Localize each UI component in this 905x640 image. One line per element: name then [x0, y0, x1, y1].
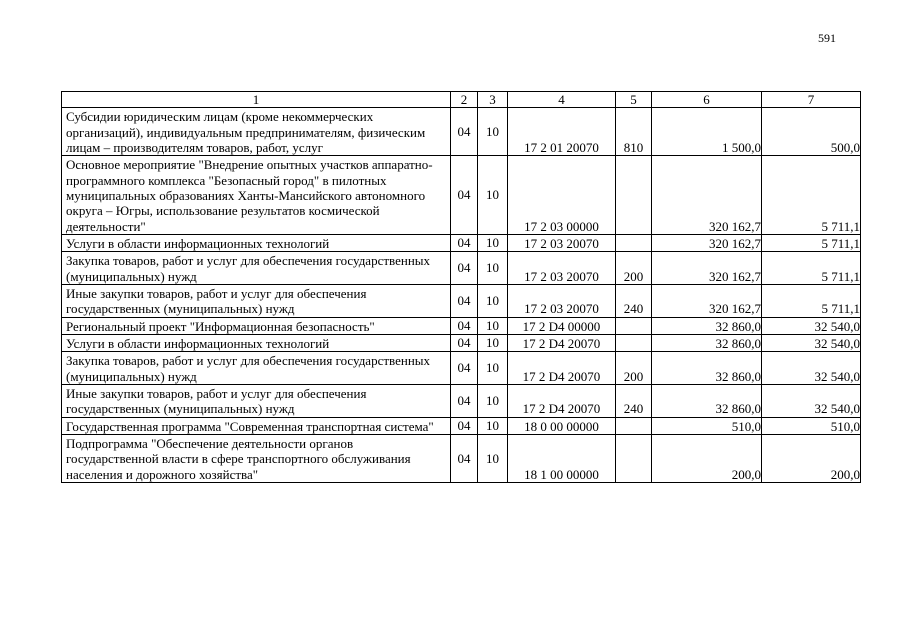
target-article-cell: 17 2 03 20070 — [508, 252, 616, 285]
section-cell: 04 — [451, 108, 478, 156]
header-row — [62, 92, 861, 108]
section-cell: 04 — [451, 352, 478, 385]
target-article-cell: 17 2 03 20070 — [508, 284, 616, 317]
table-row — [62, 317, 861, 334]
amount-year2-cell: 5 711,1 — [762, 234, 861, 251]
table-row — [62, 384, 861, 417]
section-cell: 04 — [451, 317, 478, 334]
target-article-cell: 17 2 D4 20070 — [508, 334, 616, 351]
subsection-cell: 10 — [478, 284, 508, 317]
expense-type-cell: 200 — [616, 252, 652, 285]
table-row — [62, 284, 861, 317]
column-header-7: 7 — [762, 92, 861, 108]
amount-year2-cell: 32 540,0 — [762, 352, 861, 385]
amount-year2-cell: 5 711,1 — [762, 156, 861, 235]
expense-type-cell — [616, 334, 652, 351]
table-row — [62, 108, 861, 156]
target-article-cell: 17 2 03 20070 — [508, 234, 616, 251]
column-header-2: 2 — [451, 92, 478, 108]
row-name-cell: Основное мероприятие "Внедрение опытных участков аппаратно-программного комплекса "Безопасный город" в пилотных муниципальных образованиях Ханты-Мансийского автономного округа – Югры, использование результатов космической деятельности" — [62, 156, 451, 235]
section-cell: 04 — [451, 284, 478, 317]
amount-year1-cell: 320 162,7 — [652, 284, 762, 317]
section-cell: 04 — [451, 234, 478, 251]
row-name-cell: Иные закупки товаров, работ и услуг для обеспечения государственных (муниципальных) нужд — [62, 284, 451, 317]
target-article-cell: 18 0 00 00000 — [508, 417, 616, 434]
amount-year1-cell: 320 162,7 — [652, 156, 762, 235]
row-name-cell: Подпрограмма "Обеспечение деятельности органов государственной власти в сфере транспортного обслуживания населения и дорожного хозяйства" — [62, 434, 451, 482]
column-header-5: 5 — [616, 92, 652, 108]
column-header-4: 4 — [508, 92, 616, 108]
section-cell: 04 — [451, 434, 478, 482]
row-name-cell: Закупка товаров, работ и услуг для обеспечения государственных (муниципальных) нужд — [62, 252, 451, 285]
subsection-cell: 10 — [478, 434, 508, 482]
amount-year1-cell: 320 162,7 — [652, 252, 762, 285]
table-row — [62, 156, 861, 235]
target-article-cell: 17 2 D4 20070 — [508, 352, 616, 385]
amount-year1-cell: 1 500,0 — [652, 108, 762, 156]
subsection-cell: 10 — [478, 417, 508, 434]
amount-year1-cell: 320 162,7 — [652, 234, 762, 251]
page-number: 591 — [818, 31, 836, 45]
amount-year2-cell: 32 540,0 — [762, 384, 861, 417]
column-header-6: 6 — [652, 92, 762, 108]
subsection-cell: 10 — [478, 317, 508, 334]
expense-type-cell: 240 — [616, 284, 652, 317]
subsection-cell: 10 — [478, 252, 508, 285]
row-name-cell: Государственная программа "Современная транспортная система" — [62, 417, 451, 434]
section-cell: 04 — [451, 156, 478, 235]
amount-year2-cell: 510,0 — [762, 417, 861, 434]
column-header-1: 1 — [62, 92, 451, 108]
amount-year1-cell: 32 860,0 — [652, 384, 762, 417]
amount-year2-cell: 5 711,1 — [762, 252, 861, 285]
amount-year1-cell: 32 860,0 — [652, 317, 762, 334]
expense-type-cell — [616, 317, 652, 334]
row-name-cell: Закупка товаров, работ и услуг для обеспечения государственных (муниципальных) нужд — [62, 352, 451, 385]
expense-type-cell — [616, 234, 652, 251]
table-row — [62, 417, 861, 434]
table-row — [62, 334, 861, 351]
budget-table — [61, 91, 861, 483]
amount-year2-cell: 32 540,0 — [762, 317, 861, 334]
target-article-cell: 17 2 01 20070 — [508, 108, 616, 156]
expense-type-cell — [616, 434, 652, 482]
row-name-cell: Региональный проект "Информационная безопасность" — [62, 317, 451, 334]
column-header-3: 3 — [478, 92, 508, 108]
amount-year1-cell: 200,0 — [652, 434, 762, 482]
table-row — [62, 234, 861, 251]
amount-year1-cell: 32 860,0 — [652, 352, 762, 385]
subsection-cell: 10 — [478, 352, 508, 385]
row-name-cell: Иные закупки товаров, работ и услуг для обеспечения государственных (муниципальных) нужд — [62, 384, 451, 417]
section-cell: 04 — [451, 334, 478, 351]
amount-year1-cell: 32 860,0 — [652, 334, 762, 351]
table-row — [62, 352, 861, 385]
target-article-cell: 17 2 03 00000 — [508, 156, 616, 235]
amount-year2-cell: 32 540,0 — [762, 334, 861, 351]
subsection-cell: 10 — [478, 108, 508, 156]
table-body — [62, 108, 861, 483]
subsection-cell: 10 — [478, 156, 508, 235]
expense-type-cell: 200 — [616, 352, 652, 385]
table-row — [62, 434, 861, 482]
target-article-cell: 18 1 00 00000 — [508, 434, 616, 482]
row-name-cell: Услуги в области информационных технологий — [62, 234, 451, 251]
expense-type-cell — [616, 156, 652, 235]
amount-year1-cell: 510,0 — [652, 417, 762, 434]
expense-type-cell: 810 — [616, 108, 652, 156]
expense-type-cell — [616, 417, 652, 434]
section-cell: 04 — [451, 384, 478, 417]
table-row — [62, 252, 861, 285]
subsection-cell: 10 — [478, 384, 508, 417]
subsection-cell: 10 — [478, 234, 508, 251]
target-article-cell: 17 2 D4 00000 — [508, 317, 616, 334]
target-article-cell: 17 2 D4 20070 — [508, 384, 616, 417]
row-name-cell: Субсидии юридическим лицам (кроме некоммерческих организаций), индивидуальным предпринимателям, физическим лицам – производителям товаров, работ, услуг — [62, 108, 451, 156]
expense-type-cell: 240 — [616, 384, 652, 417]
section-cell: 04 — [451, 252, 478, 285]
section-cell: 04 — [451, 417, 478, 434]
row-name-cell: Услуги в области информационных технологий — [62, 334, 451, 351]
amount-year2-cell: 5 711,1 — [762, 284, 861, 317]
subsection-cell: 10 — [478, 334, 508, 351]
amount-year2-cell: 500,0 — [762, 108, 861, 156]
amount-year2-cell: 200,0 — [762, 434, 861, 482]
